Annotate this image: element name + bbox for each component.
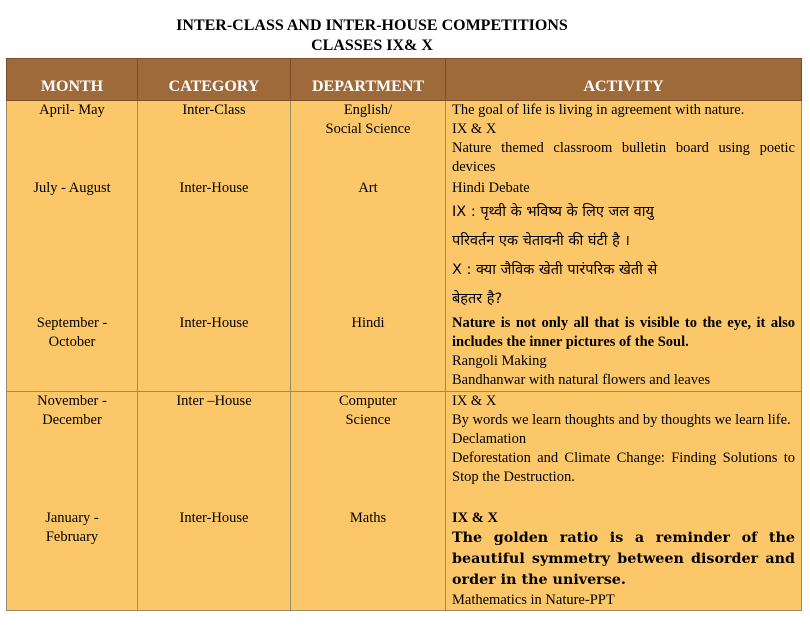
month-text: November - <box>37 393 107 409</box>
activity-text: Nature themed classroom bulletin board using poetic devices <box>452 140 795 175</box>
category-text: Inter-House <box>179 509 249 526</box>
column-header-department: DEPARTMENT <box>291 59 446 101</box>
activity-cell <box>446 101 802 179</box>
month-cell <box>7 392 138 509</box>
department-text: Science <box>345 412 391 428</box>
page-subtitle: CLASSES IX& X <box>311 37 433 54</box>
category-cell <box>138 101 291 179</box>
activity-text: The goal of life is living in agreement with nature. <box>452 102 745 118</box>
month-text: October <box>48 333 96 350</box>
table-header-row <box>7 59 802 101</box>
department-cell <box>291 101 446 179</box>
table-row <box>7 314 802 392</box>
month-text: December <box>42 412 102 428</box>
month-text: September - <box>36 314 108 331</box>
month-text: July - August <box>33 179 111 196</box>
column-header-month: MONTH <box>7 59 138 101</box>
activity-text: Deforestation and Climate Change: Finding Solutions to Stop the Destruction. <box>452 450 795 485</box>
department-cell <box>291 314 446 392</box>
activity-text: IX & X <box>452 121 497 137</box>
table-row <box>7 509 802 611</box>
month-text: February <box>45 528 99 545</box>
category-cell <box>138 509 291 611</box>
category-text: Inter-House <box>179 314 249 331</box>
department-cell <box>291 179 446 314</box>
activity-hindi-text: परिवर्तन एक चेतावनी की घंटी है । <box>452 232 630 249</box>
activity-cell <box>446 179 802 314</box>
page-title: INTER-CLASS AND INTER-HOUSE COMPETITIONS <box>176 17 568 34</box>
month-text: April- May <box>39 102 105 118</box>
column-header-category: CATEGORY <box>138 59 291 101</box>
activity-text: Declamation <box>452 431 527 447</box>
department-cell <box>291 392 446 509</box>
activity-text: Bandhanwar with natural flowers and leaves <box>452 371 711 388</box>
activity-text: IX & X <box>452 393 497 409</box>
category-cell <box>138 179 291 314</box>
department-text: Art <box>358 179 378 196</box>
competitions-table <box>6 58 802 611</box>
activity-hindi-text: बेहतर है? <box>452 290 503 307</box>
department-text: Computer <box>339 393 397 409</box>
month-cell <box>7 101 138 179</box>
category-text: Inter-Class <box>182 102 246 118</box>
activity-cell <box>446 392 802 509</box>
month-cell <box>7 179 138 314</box>
month-cell <box>7 314 138 392</box>
activity-cell <box>446 314 802 392</box>
category-text: Inter –House <box>176 393 252 409</box>
category-cell <box>138 392 291 509</box>
department-text: Hindi <box>351 314 385 331</box>
category-text: Inter-House <box>179 179 249 196</box>
activity-hindi-text: X : क्या जैविक खेती पारंपरिक खेती से <box>452 261 658 278</box>
activity-text: Mathematics in Nature-PPT <box>452 591 615 608</box>
department-text: English/ <box>343 102 393 118</box>
column-header-activity: ACTIVITY <box>446 59 802 101</box>
department-cell <box>291 509 446 611</box>
table-row <box>7 179 802 314</box>
activity-hindi-text: IX : पृथ्वी के भविष्य के लिए जल वायु <box>452 203 654 220</box>
activity-text: IX & X <box>452 509 498 526</box>
activity-text: By words we learn thoughts and by thoughts we learn life. <box>452 412 791 428</box>
activity-text: The golden ratio is a reminder of the beautiful symmetry between disorder and order in the universe. <box>452 529 795 588</box>
activity-text: Hindi Debate <box>452 179 530 196</box>
department-text: Maths <box>349 509 387 526</box>
table-row <box>7 392 802 509</box>
month-cell <box>7 509 138 611</box>
department-text: Social Science <box>325 121 411 137</box>
activity-cell <box>446 509 802 611</box>
table-row <box>7 101 802 179</box>
activity-text: Nature is not only all that is visible to the eye, it also includes the inner pictures of the Soul. <box>452 314 795 350</box>
category-cell <box>138 314 291 392</box>
activity-text: Rangoli Making <box>452 352 547 369</box>
month-text: January - <box>45 509 99 526</box>
